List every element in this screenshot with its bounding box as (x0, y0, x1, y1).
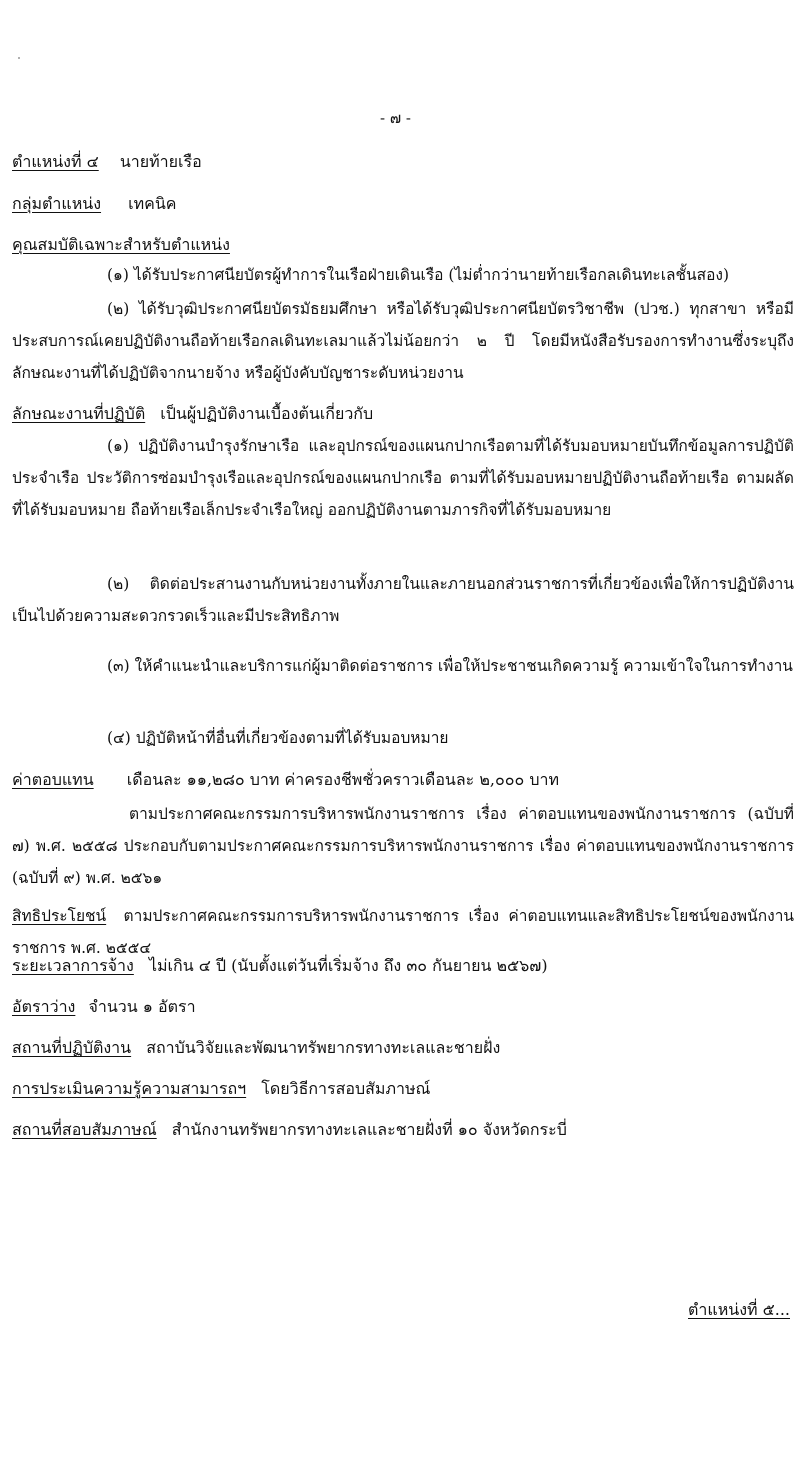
vacancies-line (12, 995, 196, 1020)
compensation-reference: ตามประกาศคณะกรรมการบริหารพนักงานราชการ เรื่อง ค่าตอบแทนของพนักงานราชการ (ฉบับที่ ๗) พ.ศ. ๒๕๕๘ ประกอบกับตามประกาศคณะกรรมการบริหารพนักงานราชการ เรื่อง ค่าตอบแทนของพนักงานราชการ (ฉบับที่ ๙) พ.ศ. ๒๕๖๑ (12, 805, 794, 887)
group-value: เทคนิค (128, 194, 177, 213)
page-number: - ๗ - (380, 109, 411, 127)
employment-period-line (12, 954, 548, 979)
next-page-indicator: ตำแหน่งที่ ๕... (688, 1300, 790, 1319)
employment-period-value: ไม่เกิน ๔ ปี (นับตั้งแต่วันที่เริ่มจ้าง ถึง ๓๐ กันยายน ๒๕๖๗) (148, 956, 548, 975)
position-line (12, 150, 202, 175)
vacancies-label: อัตราว่าง (12, 997, 76, 1016)
qualifications-heading: คุณสมบัติเฉพาะสำหรับตำแหน่ง (12, 235, 230, 254)
interview-location-label: สถานที่สอบสัมภาษณ์ (12, 1120, 157, 1139)
interview-location-value: สำนักงานทรัพยากรทางทะเลและชายฝั่งที่ ๑๐ จังหวัดกระบี่ (171, 1120, 567, 1139)
compensation-line (12, 768, 559, 793)
qualification-item-2: (๒) ได้รับวุฒิประกาศนียบัตรมัธยมศึกษา หรือได้รับวุฒิประกาศนียบัตรวิชาชีพ (ปวช.) ทุกสาขา หรือมีประสบการณ์เคยปฏิบัติงานถือท้ายเรือกลเดินทะเลมาแล้วไม่น้อยกว่า ๒ ปี โดยมีหนังสือรับรองการทำงานซึ่งระบุถึงลักษณะงานที่ได้ปฏิบัติจากนายจ้าง หรือผู้บังคับบัญชาระดับหน่วยงาน (12, 300, 794, 382)
duty-item-1: (๑) ปฏิบัติงานบำรุงรักษาเรือ และอุปกรณ์ของแผนกปากเรือตามที่ได้รับมอบหมายบันทึกข้อมูลการปฏิบัติประจำเรือ ประวัติการซ่อมบำรุงเรือและอุปกรณ์ของแผนกปากเรือ ตามที่ได้รับมอบหมายปฏิบัติงานถือท้ายเรือ ตามผลัดที่ได้รับมอบหมาย ถือท้ายเรือเล็กประจำเรือใหญ่ ออกปฏิบัติงานตามภารกิจที่ได้รับมอบหมาย (12, 437, 794, 519)
benefits-value: ตามประกาศคณะกรรมการบริหารพนักงานราชการ เรื่อง ค่าตอบแทนและสิทธิประโยชน์ของพนักงานราชการ พ.ศ. ๒๕๕๔ (12, 907, 794, 957)
duty-item-2: (๒) ติดต่อประสานงานกับหน่วยงานทั้งภายในและภายนอกส่วนราชการที่เกี่ยวข้องเพื่อให้การปฏิบัติงานเป็นไปด้วยความสะดวกรวดเร็วและมีประสิทธิภาพ (12, 575, 794, 625)
position-value: นายท้ายเรือ (119, 152, 202, 171)
duty-item-3: (๓) ให้คำแนะนำและบริการแก่ผู้มาติดต่อราชการ เพื่อให้ประชาชนเกิดความรู้ ความเข้าใจในการทำงาน (107, 657, 793, 675)
qualification-item-1: (๑) ได้รับประกาศนียบัตรผู้ทำการในเรือฝ่ายเดินเรือ (ไม่ต่ำกว่านายท้ายเรือกลเดินทะเลชั้นสอง) (107, 266, 730, 284)
duties-heading-line (12, 402, 373, 427)
workplace-value: สถาบันวิจัยและพัฒนาทรัพยากรทางทะเลและชายฝั่ง (146, 1038, 501, 1057)
group-label: กลุ่มตำแหน่ง (12, 194, 102, 213)
workplace-label: สถานที่ปฏิบัติงาน (12, 1038, 132, 1057)
position-label: ตำแหน่งที่ ๔ (12, 152, 99, 171)
scan-speck (18, 57, 20, 59)
assessment-line (12, 1077, 430, 1102)
duty-item-4: (๔) ปฏิบัติหน้าที่อื่นที่เกี่ยวข้องตามที่ได้รับมอบหมาย (107, 729, 449, 747)
duties-heading: ลักษณะงานที่ปฏิบัติ (12, 404, 146, 423)
assessment-value: โดยวิธีการสอบสัมภาษณ์ (261, 1079, 431, 1098)
compensation-label: ค่าตอบแทน (12, 770, 94, 789)
workplace-line (12, 1036, 500, 1061)
benefits-label: สิทธิประโยชน์ (12, 907, 107, 925)
interview-location-line (12, 1118, 567, 1143)
duties-intro: เป็นผู้ปฏิบัติงานเบื้องต้นเกี่ยวกับ (160, 404, 374, 423)
compensation-amount: เดือนละ ๑๑,๒๘๐ บาท ค่าครองชีพชั่วคราวเดือนละ ๒,๐๐๐ บาท (126, 770, 560, 789)
vacancies-value: จำนวน ๑ อัตรา (88, 997, 196, 1016)
group-line (12, 192, 176, 217)
employment-period-label: ระยะเวลาการจ้าง (12, 956, 134, 975)
assessment-label: การประเมินความรู้ความสามารถฯ (12, 1079, 247, 1098)
